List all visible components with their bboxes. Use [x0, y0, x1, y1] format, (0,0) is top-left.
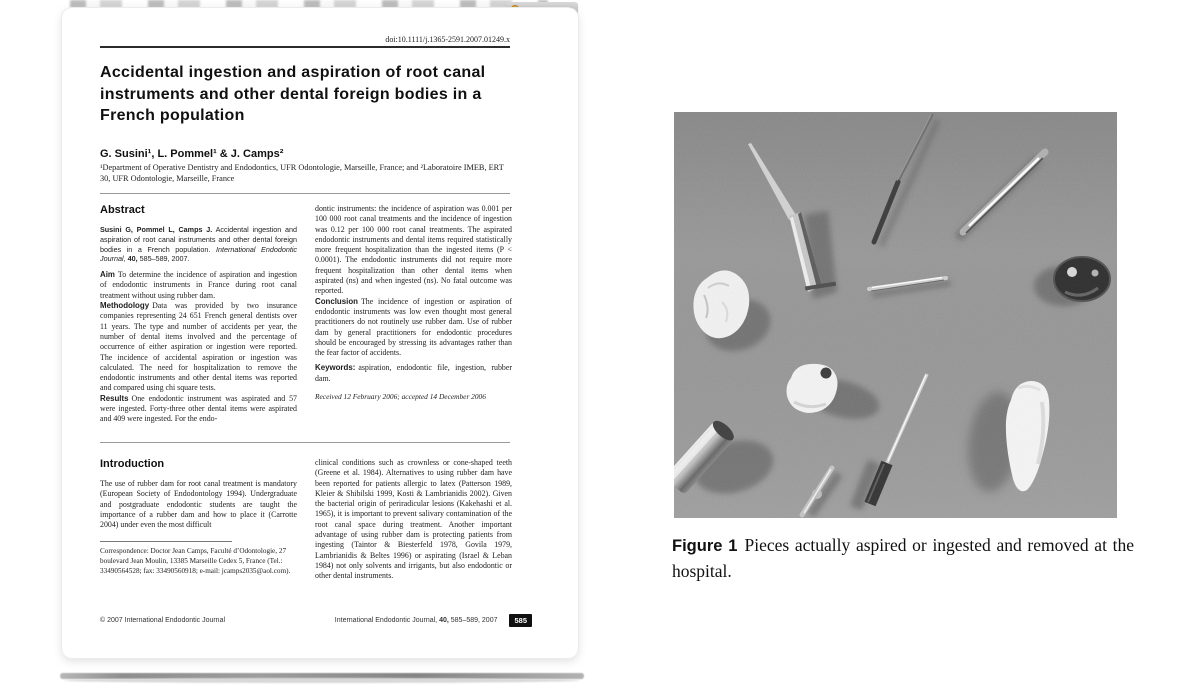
figure-label: Figure 1 — [672, 537, 738, 555]
introduction-left-column — [100, 458, 297, 582]
doi-text: doi:10.1111/j.1365-2591.2007.01249.x — [385, 35, 510, 44]
results-label: Results — [100, 393, 129, 403]
citation-volume: 40, — [127, 254, 140, 264]
keywords-paragraph — [315, 363, 512, 384]
authors-line: G. Susini¹, L. Pommel¹ & J. Camps² — [100, 148, 284, 160]
introduction-paragraph-1: The use of rubber dam for root canal treatment is mandatory (European Society of Endodontology 1994). Undergraduate and postgraduate endodontic students are taught the importance of a rubber dam and how to place it (Carrotte 2004) under even the most difficult — [100, 479, 297, 530]
conclusion-text: The incidence of ingestion or aspiration of endodontic instruments was low even thought most general practitioners do not routinely use rubber dam. Use of rubber dam by general practitioners for endodontic procedures should be encouraged by stressing its advantages rather than the fear factor of accidents. — [315, 296, 512, 358]
introduction-section — [100, 458, 512, 582]
received-line: Received 12 February 2006; accepted 14 December 2006 — [315, 392, 486, 402]
correspondence-note: Correspondence: Doctor Jean Camps, Faculté d’Odontologie, 27 boulevard Jean Moulin, 13385 Marseille Cedex 5, France (Tel.: 33490564528; fax: 33490560918; e-mail: jcamps2035@aol.com). — [100, 547, 291, 575]
figure-caption-text: Pieces actually aspired or ingested and removed at the hospital. — [672, 535, 1134, 581]
affiliation-line: ¹Department of Operative Dentistry and Endodontics, UFR Odontologie, Marseille, France; and ²Laboratoire IMEB, ERT 30, UFR Odontologie, Marseille, France — [100, 163, 504, 183]
methodology-label: Methodology — [100, 301, 150, 311]
footer-journal-name: International Endodontic Journal, — [334, 617, 440, 624]
aim-label: Aim — [100, 270, 115, 280]
introduction-heading: Introduction — [100, 458, 165, 470]
citation-body: Accidental ingestion and aspiration of root canal instruments and other dental foreign bodies in a French population. — [100, 225, 297, 254]
footer-journal-ref — [335, 617, 498, 624]
conclusion-paragraph — [315, 297, 512, 359]
figure-photo — [674, 112, 1117, 518]
abstract-heading: Abstract — [100, 204, 145, 216]
methodology-text: Data was provided by two insurance companies representing 24 651 French general dentists over 11 years. The type and number of accidents per year, the number of dental items involved and the percentage of occurrence of either aspiration or ingestion were reported. The incidence of accidental aspiration or ingestion was calculated. The need for hospitalization to remove the endodontic instruments and other dental items was reported and compared using chi square tests. — [100, 301, 297, 393]
methodology-paragraph — [100, 301, 297, 394]
footer-journal-pages: 585–589, 2007 — [450, 617, 498, 624]
keywords-label: Keywords: — [315, 363, 356, 373]
citation-pages: 585–589, 2007. — [139, 254, 190, 264]
abstract-section — [100, 204, 512, 425]
introduction-paragraph-2: clinical conditions such as crownless or cone-shaped teeth (Greene et al. 1984). Alternatives to using rubber dam have been reported for patients allergic to latex (Patterson 1989, Kleier & Shibilski 1999, Kosti & Lambrianidis 2002). Given the bacterial origin of periradicular lesions (Kakehashi et al. 1965), it is important to prevent salivary contamination of the root canal space during treatment. Another important advantage of using rubber dam is protecting patients from ingesting (Taintor & Biesterfeld 1978, Govila 1979, Lambrianidis & Beltes 1996) or aspirating (Israel & Leban 1984) not only solvents and irrigants, but also endodontic or other dental instruments. — [315, 458, 512, 581]
conclusion-label: Conclusion — [315, 296, 358, 306]
results-continuation-paragraph: dontic instruments: the incidence of aspiration was 0.001 per 100 000 root canal treatments and the incidence of ingestion was 0.12 per 100 000 root canal treatments. The aspirated endodontic instruments and dental items required statistically more frequent hospitalization than the ingested items (P < 0.0001). The endodontic instruments did not require more frequent hospitalization than other dental items when aspirated (ns) and when ingested (ns). No fatal outcome was reported. — [315, 204, 512, 296]
abstract-left-column — [100, 204, 297, 425]
abstract-citation — [100, 225, 297, 264]
citation-authors: Susini G, Pommel L, Camps J. — [100, 225, 213, 234]
results-paragraph — [100, 394, 297, 425]
header-rule — [100, 46, 510, 48]
page-number-badge: 585 — [509, 614, 532, 627]
correspondence-rule — [100, 541, 232, 542]
scanned-page-top-edge — [70, 0, 548, 8]
abstract-right-column — [315, 204, 512, 425]
aim-text: To determine the incidence of aspiration and ingestion of endodontic instruments in France during root canal treatment without using rubber dam. — [100, 270, 297, 300]
abstract-top-rule — [100, 193, 510, 194]
page-footer — [100, 614, 532, 627]
keywords-text: aspiration, endodontic file, ingestion, rubber dam. — [315, 363, 512, 383]
citation-journal: International Endodontic Journal, — [100, 244, 298, 264]
aim-paragraph — [100, 270, 297, 301]
article-page — [62, 8, 578, 658]
article-title: Accidental ingestion and aspiration of root canal instruments and other dental foreign bodies in a French population — [100, 64, 486, 124]
figure-caption — [672, 533, 1134, 583]
results-text: One endodontic instrument was aspirated and 57 were ingested. Forty-three other dental items were aspirated and 409 were ingested. For the endo- — [100, 393, 297, 424]
footer-copyright: © 2007 International Endodontic Journal — [100, 617, 226, 624]
introduction-right-column — [315, 458, 512, 582]
footer-journal-volume: 40, — [439, 617, 451, 624]
introduction-top-rule — [100, 442, 510, 443]
scanned-page-bottom-shadow — [64, 678, 580, 683]
